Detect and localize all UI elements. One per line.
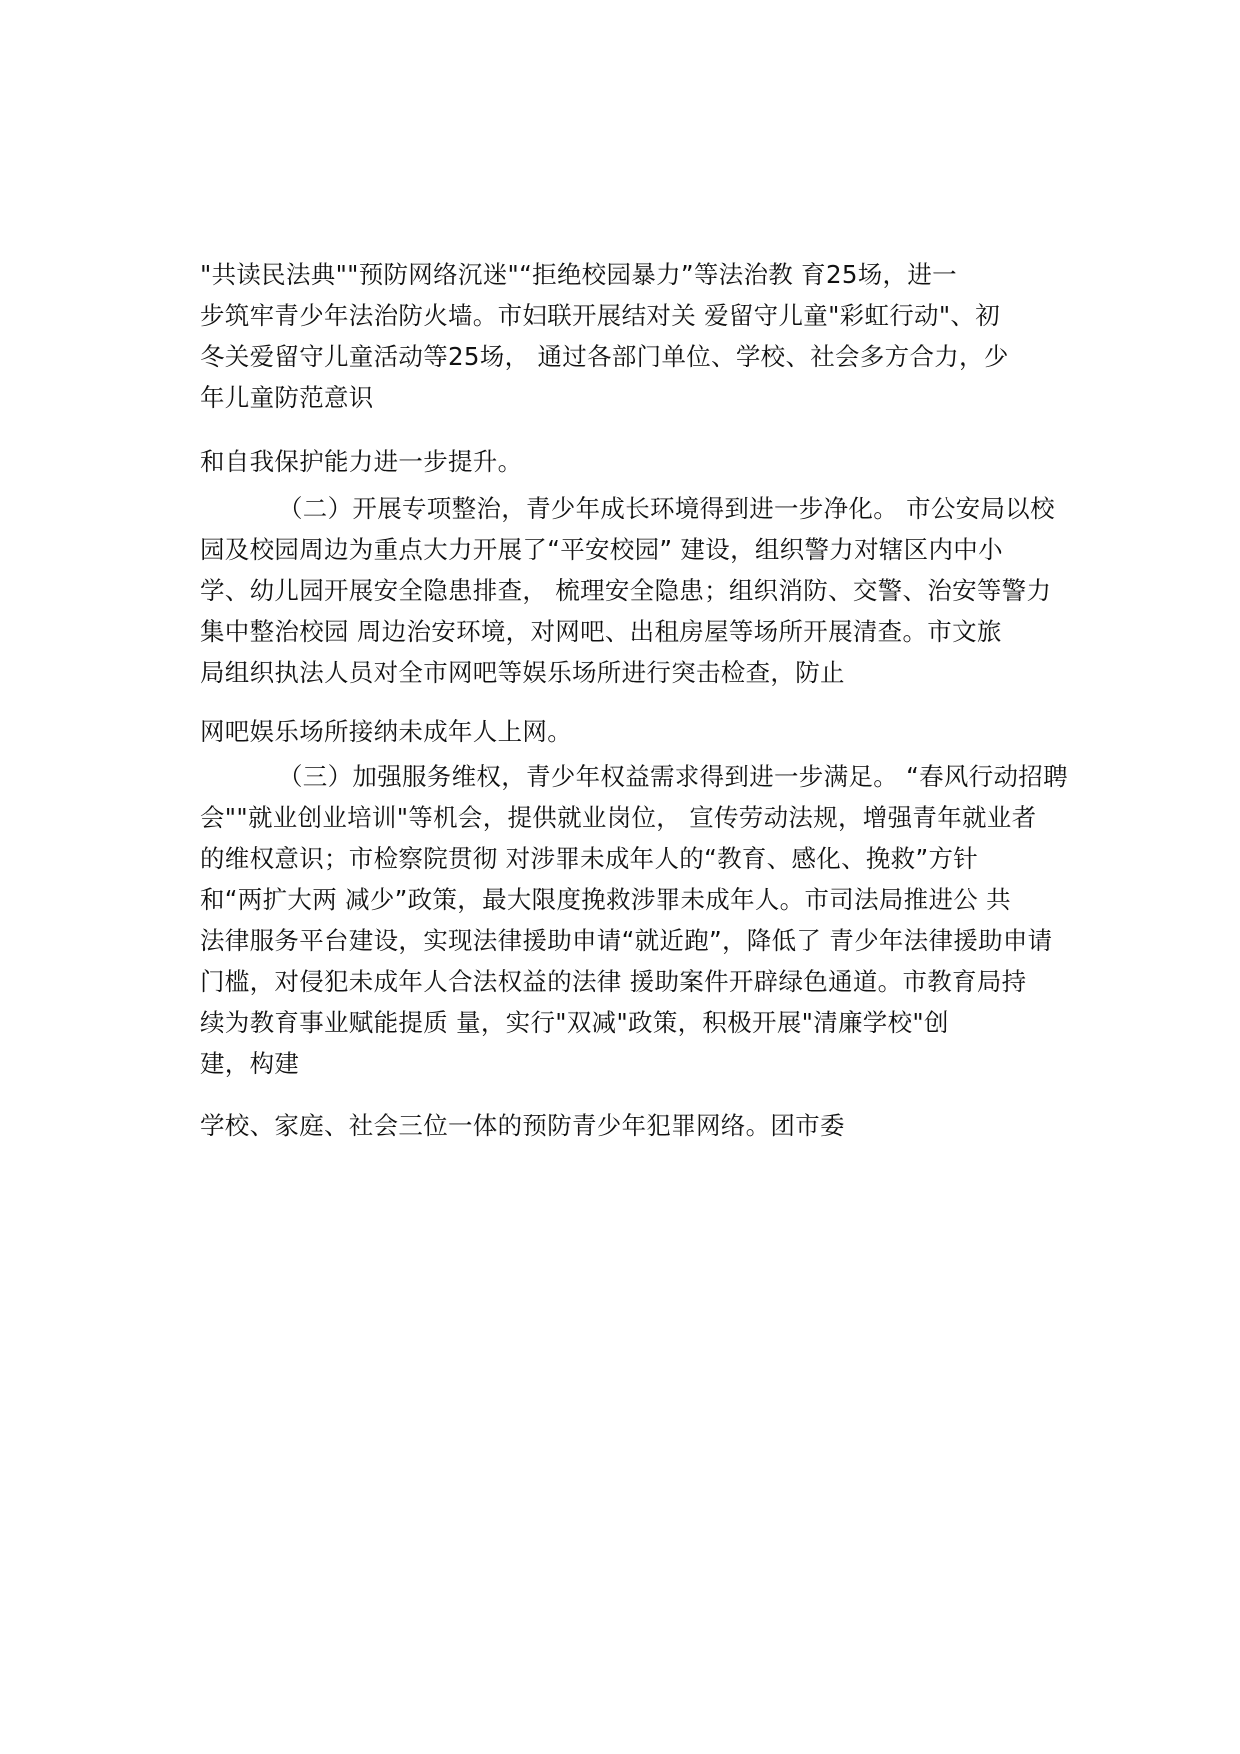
paragraph-1-line-2: 步筑牢青少年法治防火墙。市妇联开展结对关 爱留守儿童"彩虹行动"、初 [200,301,1001,330]
paragraph-2-line-2: 园及校园周边为重点大力开展了“平安校园” 建设，组织警力对辖区内中小 [200,535,1003,564]
paragraph-3-line-1: （三）加强服务维权，青少年权益需求得到进一步满足。 “春风行动招聘 [278,762,1068,791]
paragraph-3-line-2: 会""就业创业培训"等机会，提供就业岗位， 宣传劳动法规，增强青年就业者 [200,803,1037,832]
paragraph-3-line-5: 法律服务平台建设，实现法律援助申请“就近跑”，降低了 青少年法律援助申请 [200,926,1053,955]
paragraph-3-line-4: 和“两扩大两 减少”政策，最大限度挽救涉罪未成年人。市司法局推进公 共 [200,885,1011,914]
paragraph-1-line-5: 和自我保护能力进一步提升。 [200,447,523,476]
paragraph-3-line-6: 门槛，对侵犯未成年人合法权益的法律 援助案件开辟绿色通道。市教育局持 [200,967,1027,996]
paragraph-2-line-5: 局组织执法人员对全市网吧等娱乐场所进行突击检查，防止 [200,658,845,687]
paragraph-2-line-1: （二）开展专项整治，青少年成长环境得到进一步净化。 市公安局以校 [278,494,1055,523]
paragraph-3-line-8: 建，构建 [200,1049,300,1078]
paragraph-1-line-4: 年儿童防范意识 [200,383,374,412]
paragraph-3-line-9: 学校、家庭、社会三位一体的预防青少年犯罪网络。团市委 [200,1111,845,1140]
paragraph-2-line-3: 学、幼儿园开展安全隐患排查， 梳理安全隐患；组织消防、交警、治安等警力 [200,576,1052,605]
paragraph-2-line-4: 集中整治校园 周边治安环境，对网吧、出租房屋等场所开展清查。市文旅 [200,617,1002,646]
paragraph-3-line-3: 的维权意识；市检察院贯彻 对涉罪未成年人的“教育、感化、挽救”方针 [200,844,979,873]
paragraph-3-line-7: 续为教育事业赋能提质 量，实行"双减"政策，积极开展"清廉学校"创 [200,1008,949,1037]
paragraph-2-line-6: 网吧娱乐场所接纳未成年人上网。 [200,717,572,746]
paragraph-1-line-1: "共读民法典""预防网络沉迷"“拒绝校园暴力”等法治教 育25场，进一 [200,260,957,289]
paragraph-1-line-3: 冬关爱留守儿童活动等25场， 通过各部门单位、学校、社会多方合力，少 [200,342,1009,371]
